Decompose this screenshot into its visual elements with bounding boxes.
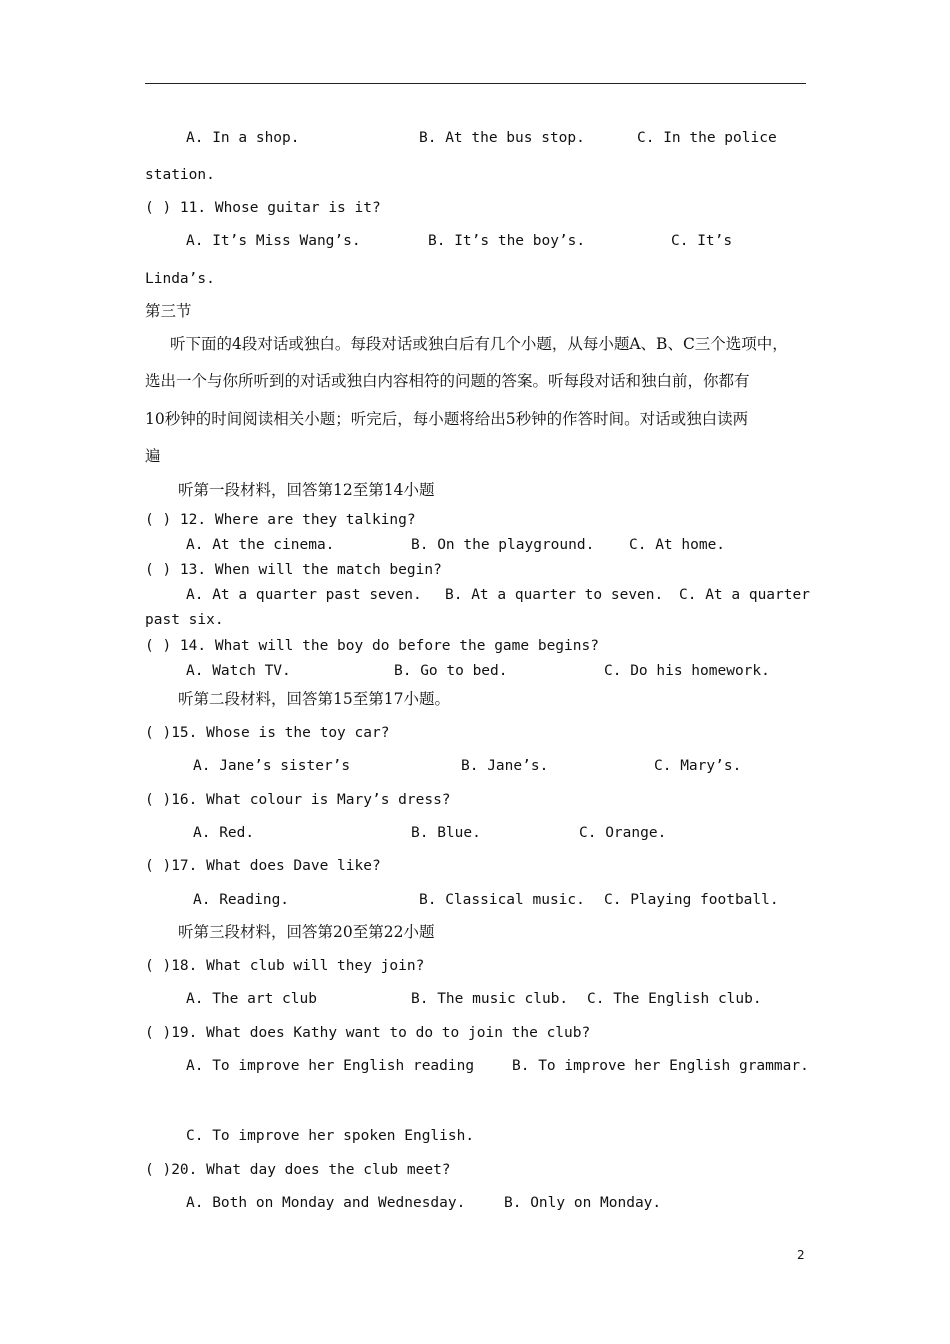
- part2-heading: 听第二段材料，回答第15至第17小题。: [178, 690, 450, 708]
- q14-option-b: B. Go to bed.: [394, 663, 508, 679]
- q12-option-a: A. At the cinema.: [186, 537, 335, 553]
- q17-option-b: B. Classical music.: [419, 892, 585, 908]
- q18-stem: ( )18. What club will they join?: [145, 958, 425, 974]
- q20-stem: ( )20. What day does the club meet?: [145, 1162, 451, 1178]
- q14-option-a: A. Watch TV.: [186, 663, 291, 679]
- q14-stem: ( ) 14. What will the boy do before the game begins?: [145, 638, 599, 654]
- header-rule: [145, 83, 806, 84]
- q19-option-c: C. To improve her spoken English.: [186, 1128, 475, 1144]
- q18-option-a: A. The art club: [186, 991, 317, 1007]
- q11-option-c: C. It’s: [671, 233, 733, 249]
- q10-option-a: A. In a shop.: [186, 130, 300, 146]
- q11-option-c-cont: Linda’s.: [145, 271, 215, 287]
- q16-option-a: A. Red.: [193, 825, 255, 841]
- q19-option-a: A. To improve her English reading: [186, 1058, 475, 1074]
- section-intro-line2: 选出一个与你所听到的对话或独白内容相符的问题的答案。听每段对话和独白前，你都有: [145, 372, 750, 390]
- q10-option-c-cont: station.: [145, 167, 215, 183]
- q13-option-b: B. At a quarter to seven.: [445, 587, 664, 603]
- q12-stem: ( ) 12. Where are they talking?: [145, 512, 416, 528]
- section-intro-line3: 10秒钟的时间阅读相关小题；听完后，每小题将给出5秒钟的作答时间。对话或独白读两: [145, 410, 749, 428]
- section-intro-line1: 听下面的4段对话或独白。每段对话或独白后有几个小题，从每小题A、B、C三个选项中，: [170, 335, 788, 353]
- q19-option-b: B. To improve her English grammar.: [512, 1058, 809, 1074]
- part3-heading: 听第三段材料，回答第20至第22小题: [178, 923, 435, 941]
- q11-option-a: A. It’s Miss Wang’s.: [186, 233, 361, 249]
- q15-option-a: A. Jane’s sister’s: [193, 758, 351, 774]
- q19-stem: ( )19. What does Kathy want to do to join the club?: [145, 1025, 591, 1041]
- q15-option-b: B. Jane’s.: [461, 758, 549, 774]
- page-number: 2: [797, 1248, 805, 1262]
- q20-option-a: A. Both on Monday and Wednesday.: [186, 1195, 466, 1211]
- section-title: 第三节: [145, 302, 192, 320]
- q20-option-b: B. Only on Monday.: [504, 1195, 662, 1211]
- q16-stem: ( )16. What colour is Mary’s dress?: [145, 792, 451, 808]
- q15-option-c: C. Mary’s.: [654, 758, 742, 774]
- q11-stem: ( ) 11. Whose guitar is it?: [145, 200, 381, 216]
- q17-stem: ( )17. What does Dave like?: [145, 858, 381, 874]
- q13-option-c: C. At a quarter: [679, 587, 810, 603]
- q18-option-c: C. The English club.: [587, 991, 762, 1007]
- q15-stem: ( )15. Whose is the toy car?: [145, 725, 390, 741]
- q11-option-b: B. It’s the boy’s.: [428, 233, 586, 249]
- q13-option-a: A. At a quarter past seven.: [186, 587, 422, 603]
- q16-option-c: C. Orange.: [579, 825, 667, 841]
- q14-option-c: C. Do his homework.: [604, 663, 770, 679]
- q10-option-c: C. In the police: [637, 130, 777, 146]
- section-intro-line4: 遍: [145, 447, 161, 465]
- q17-option-c: C. Playing football.: [604, 892, 779, 908]
- q12-option-c: C. At home.: [629, 537, 726, 553]
- q13-stem: ( ) 13. When will the match begin?: [145, 562, 442, 578]
- q16-option-b: B. Blue.: [411, 825, 481, 841]
- q10-option-b: B. At the bus stop.: [419, 130, 585, 146]
- q17-option-a: A. Reading.: [193, 892, 290, 908]
- q18-option-b: B. The music club.: [411, 991, 569, 1007]
- part1-heading: 听第一段材料，回答第12至第14小题: [178, 481, 435, 499]
- q13-option-c-cont: past six.: [145, 612, 224, 628]
- q12-option-b: B. On the playground.: [411, 537, 595, 553]
